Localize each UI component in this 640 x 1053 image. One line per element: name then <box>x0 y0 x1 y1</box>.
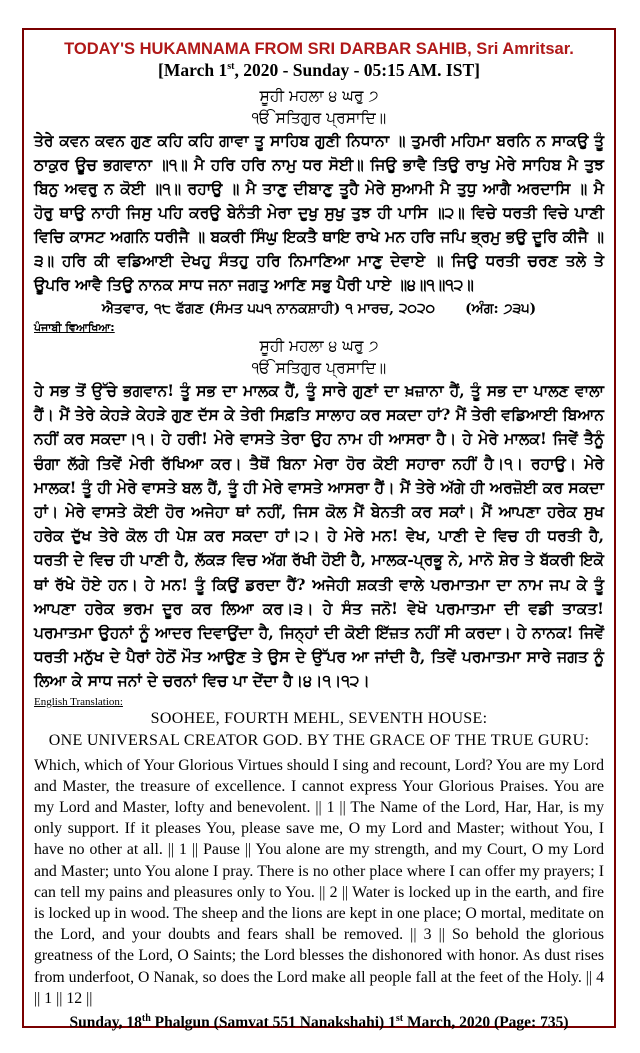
vyakhya-mangal: ੴ ਸਤਿਗੁਰ ਪ੍ਰਸਾਦਿ॥ <box>251 359 387 377</box>
footer-part1: Sunday, 18 <box>69 1014 142 1032</box>
shabad-text: ਤੇਰੇ ਕਵਨ ਕਵਨ ਗੁਣ ਕਹਿ ਕਹਿ ਗਾਵਾ ਤੂ ਸਾਹਿਬ ਗੁਣੀ ਨਿਧਾਨਾ ॥ ਤੁਮਰੀ ਮਹਿਮਾ ਬਰਨਿ ਨ ਸਾਕਉ ਤੂੰ ਠਾਕੁਰ ਊਚ ਭਗਵਾਨਾ ॥੧॥ ਮੈ ਹਰਿ ਹਰਿ ਨਾਮੁ ਧਰ ਸੋਈ॥ ਜਿਉ ਭਾਵੈ ਤਿਉ ਰਾਖੁ ਮੇਰੇ ਸਾਹਿਬ ਮੈ ਤੁਝ ਬਿਨੁ ਅਵਰੁ ਨ ਕੋਈ ॥੧॥ ਰਹਾਉ ॥ ਮੈ ਤਾਣੁ ਦੀਬਾਣੁ ਤੂਹੈ ਮੇਰੇ ਸੁਆਮੀ ਮੈ ਤੁਧੁ ਆਗੈ ਅਰਦਾਸਿ ॥ ਮੈ ਹੋਰੁ ਥਾਉ ਨਾਹੀ ਜਿਸੁ ਪਹਿ ਕਰਉ ਬੇਨੰਤੀ ਮੇਰਾ ਦੁਖੁ ਸੁਖੁ ਤੁਝ ਹੀ ਪਾਸਿ ॥੨॥ ਵਿਚੇ ਧਰਤੀ ਵਿਚੇ ਪਾਣੀ ਵਿਚਿ ਕਾਸਟ ਅਗਨਿ ਧਰੀਜੈ ॥ ਬਕਰੀ ਸਿੰਘੁ ਇਕਤੈ ਥਾਇ ਰਾਖੇ ਮਨ ਹਰਿ ਜਪਿ ਭ੍ਰਮੁ ਭਉ ਦੂਰਿ ਕੀਜੈ ॥੩॥ ਹਰਿ ਕੀ ਵਡਿਆਈ ਦੇਖਹੁ ਸੰਤਹੁ ਹਰਿ ਨਿਮਾਣਿਆ ਮਾਣੁ ਦੇਵਾਏ ॥ ਜਿਉ ਧਰਤੀ ਚਰਣ ਤਲੇ ਤੇ ਊਪਰਿ ਆਵੈ ਤਿਉ ਨਾਨਕ ਸਾਧ ਜਨਾ ਜਗਤੁ ਆਣਿ ਸਭੁ ਪੈਰੀ ਪਾਏ ॥੪॥੧॥੧੨॥ <box>34 131 604 294</box>
shabad-raag: ਸੂਹੀ ਮਹਲਾ ੪ ਘਰੁ ੭ <box>259 87 379 105</box>
english-heading-1: SOOHEE, FOURTH MEHL, SEVENTH HOUSE: <box>150 709 488 727</box>
header-date <box>34 60 604 81</box>
date-suffix: , 2020 - Sunday - 05:15 AM. IST] <box>234 60 480 80</box>
english-translation-text: Which, which of Your Glorious Virtues should I sing and recount, Lord? You are my Lord and Master, the treasure of excellence. I cannot express Your Glorious Praises. You are my Lord and Master, lofty and benevolent. || 1 || The Name of the Lord, Har, Har, is my only support. If it pleases You, please save me, O my Lord and Master; without You, I have no other at all. || 1 || Pause || You alone are my strength, and my Court, O my Lord and Master; unto You alone I pray. There is no other place where I can offer my prayers; I can tell my pains and pleasures only to You. || 2 || Water is locked up in the earth, and fire is locked up in wood. The sheep and the lions are kept in one place; O mortal, meditate on the Lord, and your doubts and fears shall be removed. || 3 || So behold the glorious greatness of the Lord, O Saints; the Lord blesses the dishonored with honor. As dust rises from underfoot, O Nanak, so does the Lord make all people fall at the feet of the Holy. || 4 || 1 || 12 || <box>34 756 604 1007</box>
punjabi-explanation-text: ਹੇ ਸਭ ਤੋਂ ਉੱਚੇ ਭਗਵਾਨ! ਤੂੰ ਸਭ ਦਾ ਮਾਲਕ ਹੈਂ, ਤੂੰ ਸਾਰੇ ਗੁਣਾਂ ਦਾ ਖ਼ਜ਼ਾਨਾ ਹੈਂ, ਤੂੰ ਸਭ ਦਾ ਪਾਲਣ ਵਾਲਾ ਹੈਂ। ਮੈਂ ਤੇਰੇ ਕੇਹੜੇ ਕੇਹੜੇ ਗੁਣ ਦੱਸ ਕੇ ਤੇਰੀ ਸਿਫ਼ਤਿ ਸਾਲਾਹ ਕਰ ਸਕਦਾ ਹਾਂ? ਮੈਂ ਤੇਰੀ ਵਡਿਆਈ ਬਿਆਨ ਨਹੀਂ ਕਰ ਸਕਦਾ।੧। ਹੇ ਹਰੀ! ਮੇਰੇ ਵਾਸਤੇ ਤੇਰਾ ਉਹ ਨਾਮ ਹੀ ਆਸਰਾ ਹੈ। ਹੇ ਮੇਰੇ ਮਾਲਕ! ਜਿਵੇਂ ਤੈਨੂੰ ਚੰਗਾ ਲੱਗੇ ਤਿਵੇਂ ਮੇਰੀ ਰੱਖਿਆ ਕਰ। ਤੈਥੋਂ ਬਿਨਾ ਮੇਰਾ ਹੋਰ ਕੋਈ ਸਹਾਰਾ ਨਹੀਂ ਹੈ।੧। ਰਹਾਉ। ਮੇਰੇ ਮਾਲਕ! ਤੂੰ ਹੀ ਮੇਰੇ ਵਾਸਤੇ ਬਲ ਹੈਂ, ਤੂੰ ਹੀ ਮੇਰੇ ਵਾਸਤੇ ਆਸਰਾ ਹੈਂ। ਮੈਂ ਤੇਰੇ ਅੱਗੇ ਹੀ ਅਰਜ਼ੋਈ ਕਰ ਸਕਦਾ ਹਾਂ। ਮੇਰੇ ਵਾਸਤੇ ਕੋਈ ਹੋਰ ਅਜੇਹਾ ਥਾਂ ਨਹੀਂ, ਜਿਸ ਕੋਲ ਮੈਂ ਬੇਨਤੀ ਕਰ ਸਕਾਂ। ਮੈਂ ਆਪਣਾ ਹਰੇਕ ਸੁਖ ਹਰੇਕ ਦੁੱਖ ਤੇਰੇ ਕੋਲ ਹੀ ਪੇਸ਼ ਕਰ ਸਕਦਾ ਹਾਂ।੨। ਹੇ ਮੇਰੇ ਮਨ! ਵੇਖ, ਪਾਣੀ ਦੇ ਵਿਚ ਹੀ ਧਰਤੀ ਹੈ, ਧਰਤੀ ਦੇ ਵਿਚ ਹੀ ਪਾਣੀ ਹੈ, ਲੱਕੜ ਵਿਚ ਅੱਗ ਰੱਖੀ ਹੋਈ ਹੈ, ਮਾਲਕ-ਪ੍ਰਭੂ ਨੇ, ਮਾਨੋ ਸ਼ੇਰ ਤੇ ਬੱਕਰੀ ਇਕੋ ਥਾਂ ਰੱਖੇ ਹੋਏ ਹਨ। ਹੇ ਮਨ! ਤੂੰ ਕਿਉਂ ਡਰਦਾ ਹੈਂ? ਅਜੇਹੀ ਸ਼ਕਤੀ ਵਾਲੇ ਪਰਮਾਤਮਾ ਦਾ ਨਾਮ ਜਪ ਕੇ ਤੂੰ ਆਪਣਾ ਹਰੇਕ ਭਰਮ ਦੂਰ ਕਰ ਲਿਆ ਕਰ।੩। ਹੇ ਸੰਤ ਜਨੋ! ਵੇਖੋ ਪਰਮਾਤਮਾ ਦੀ ਵਡੀ ਤਾਕਤ! ਪਰਮਾਤਮਾ ਉਹਨਾਂ ਨੂੰ ਆਦਰ ਦਿਵਾਉਂਦਾ ਹੈ, ਜਿਨ੍ਹਾਂ ਦੀ ਕੋਈ ਇੱਜ਼ਤ ਨਹੀਂ ਸੀ ਕਰਦਾ। ਹੇ ਨਾਨਕ! ਜਿਵੇਂ ਧਰਤੀ ਮਨੁੱਖ ਦੇ ਪੈਰਾਂ ਹੇਠੋਂ ਮੌਤ ਆਉਣ ਤੇ ਉਸ ਦੇ ਉੱਪਰ ਆ ਜਾਂਦੀ ਹੈ, ਤਿਵੇਂ ਪਰਮਾਤਮਾ ਸਾਰੇ ਜਗਤ ਨੂੰ ਲਿਆ ਕੇ ਸਾਧ ਜਨਾਂ ਦੇ ਚਰਨਾਂ ਵਿਚ ਪਾ ਦੇਂਦਾ ਹੈ।੪।੧।੧੨। <box>34 381 604 691</box>
footer-date <box>34 1013 604 1032</box>
date-prefix: [March 1 <box>158 60 228 80</box>
footer-sup2: st <box>395 1013 404 1025</box>
footer-part3: March, 2020 (Page: 735) <box>403 1014 569 1032</box>
ang-number: (ਅੰਗ: ੭੩੫) <box>465 301 537 317</box>
hukamnama-card <box>22 28 616 1032</box>
english-heading-2: ONE UNIVERSAL CREATOR GOD. BY THE GRACE OF THE TRUE GURU: <box>48 731 590 749</box>
punjabi-date: ਐਤਵਾਰ, ੧੮ ਫੱਗਣ (ਸੰਮਤ ੫੫੧ ਨਾਨਕਸ਼ਾਹੀ) ੧ ਮਾਰਚ, ੨੦੨੦ <box>101 301 436 317</box>
shabad-mangal: ੴ ਸਤਿਗੁਰ ਪ੍ਰਸਾਦਿ॥ <box>251 109 387 127</box>
vyakhya-raag: ਸੂਹੀ ਮਹਲਾ ੪ ਘਰੁ ੭ <box>259 337 379 355</box>
date-sup: st <box>227 61 235 73</box>
punjabi-explanation-label: ਪੰਜਾਬੀ ਵਿਆਖਿਆ: <box>34 321 115 334</box>
english-translation-label: English Translation: <box>34 695 123 708</box>
page-title: TODAY'S HUKAMNAMA FROM SRI DARBAR SAHIB, Sri Amritsar. <box>64 40 574 58</box>
footer-part2: Phalgun (Samvat 551 Nanakshahi) 1 <box>150 1014 396 1032</box>
footer-sup1: th <box>141 1013 151 1025</box>
shabad-date-line <box>34 299 604 319</box>
